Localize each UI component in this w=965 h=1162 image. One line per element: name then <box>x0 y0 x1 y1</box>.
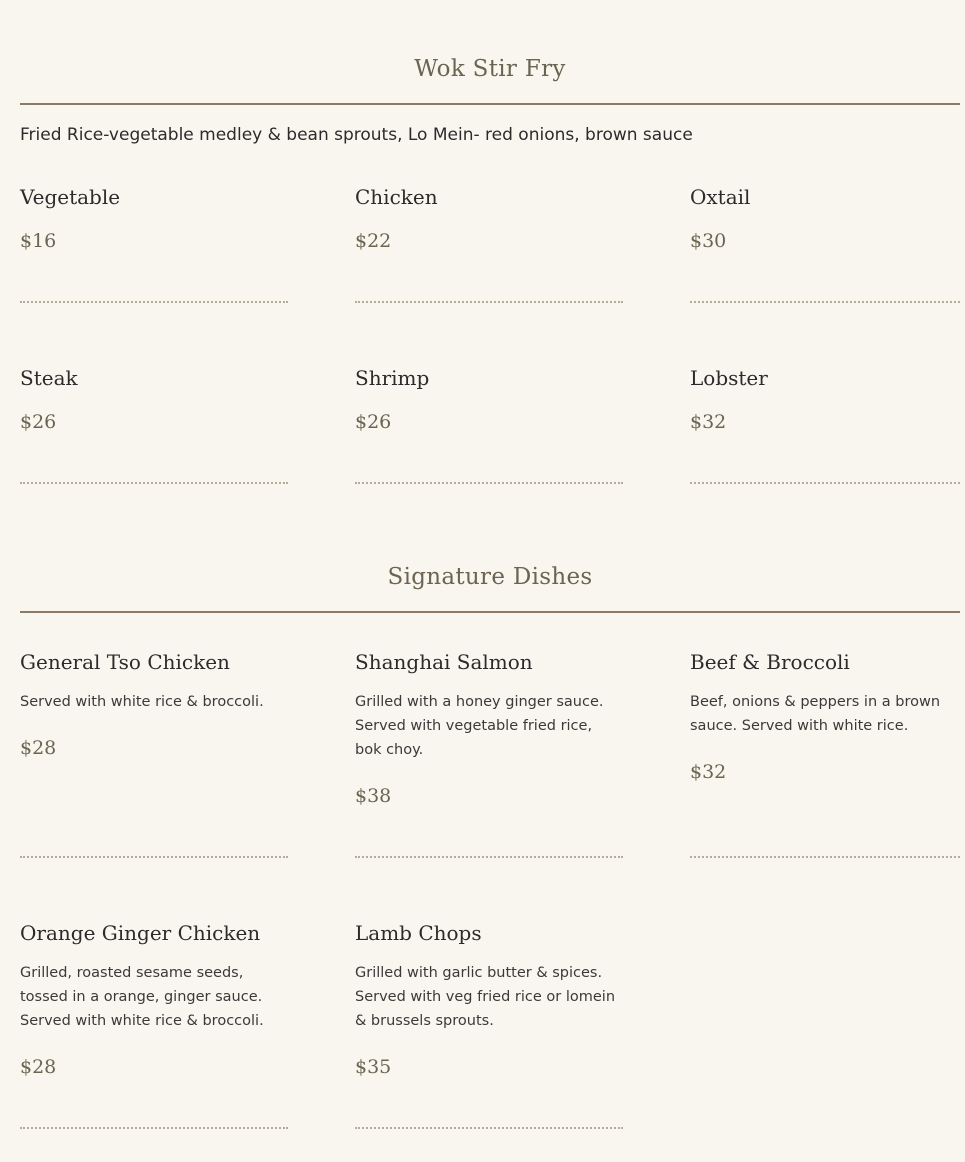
item-description: Served with white rice & broccoli. <box>20 694 264 710</box>
menu-item-oxtail <box>690 185 958 252</box>
menu-item-orange-ginger-chicken <box>20 921 288 1078</box>
dotted-separator <box>20 1127 288 1129</box>
item-description: Grilled, roasted sesame seeds, tossed in a orange, ginger sauce. Served with white rice & broccoli. <box>20 965 264 1029</box>
menu-item-chicken <box>355 185 623 252</box>
menu-item-beef-broccoli <box>690 650 958 783</box>
item-name: Lobster <box>690 366 768 390</box>
dotted-separator <box>355 1127 623 1129</box>
dotted-separator <box>355 856 623 858</box>
item-price: $16 <box>20 230 57 252</box>
item-price: $26 <box>20 411 57 433</box>
section-title-signature-dishes: Signature Dishes <box>387 564 593 590</box>
item-price: $28 <box>20 737 57 759</box>
item-price: $32 <box>690 411 727 433</box>
dotted-separator <box>690 301 960 303</box>
item-price: $35 <box>355 1056 392 1078</box>
section-divider <box>20 611 960 613</box>
item-name: Orange Ginger Chicken <box>20 921 261 945</box>
menu-item-shrimp <box>355 366 623 433</box>
section-divider <box>20 103 960 105</box>
item-price: $38 <box>355 785 392 807</box>
item-name: Shanghai Salmon <box>355 650 533 674</box>
item-description: Grilled with garlic butter & spices. Served with veg fried rice or lomein & brussels sprouts. <box>355 965 616 1029</box>
item-price: $30 <box>690 230 727 252</box>
dotted-separator <box>20 856 288 858</box>
section-description: Fried Rice-vegetable medley & bean sprouts, Lo Mein- red onions, brown sauce <box>20 125 693 145</box>
item-price: $28 <box>20 1056 57 1078</box>
item-price: $22 <box>355 230 392 252</box>
section-title-wok-stir-fry: Wok Stir Fry <box>414 56 566 82</box>
menu-item-general-tso-chicken <box>20 650 288 759</box>
dotted-separator <box>355 482 623 484</box>
dotted-separator <box>20 301 288 303</box>
item-name: Vegetable <box>20 185 121 209</box>
menu-item-shanghai-salmon <box>355 650 623 807</box>
menu-item-vegetable <box>20 185 288 252</box>
dotted-separator <box>690 856 960 858</box>
item-price: $26 <box>355 411 392 433</box>
item-description: Beef, onions & peppers in a brown sauce. Served with white rice. <box>690 694 941 734</box>
item-price: $32 <box>690 761 727 783</box>
dotted-separator <box>355 301 623 303</box>
item-name: Shrimp <box>355 366 430 390</box>
item-name: General Tso Chicken <box>20 650 230 674</box>
item-name: Chicken <box>355 185 438 209</box>
item-name: Steak <box>20 366 78 390</box>
menu-item-steak <box>20 366 288 433</box>
menu-item-lobster <box>690 366 958 433</box>
dotted-separator <box>690 482 960 484</box>
item-name: Beef & Broccoli <box>690 650 850 674</box>
item-name: Lamb Chops <box>355 921 482 945</box>
menu-item-lamb-chops <box>355 921 623 1078</box>
item-description: Grilled with a honey ginger sauce. Served with vegetable fried rice, bok choy. <box>355 694 604 758</box>
item-name: Oxtail <box>690 185 751 209</box>
dotted-separator <box>20 482 288 484</box>
